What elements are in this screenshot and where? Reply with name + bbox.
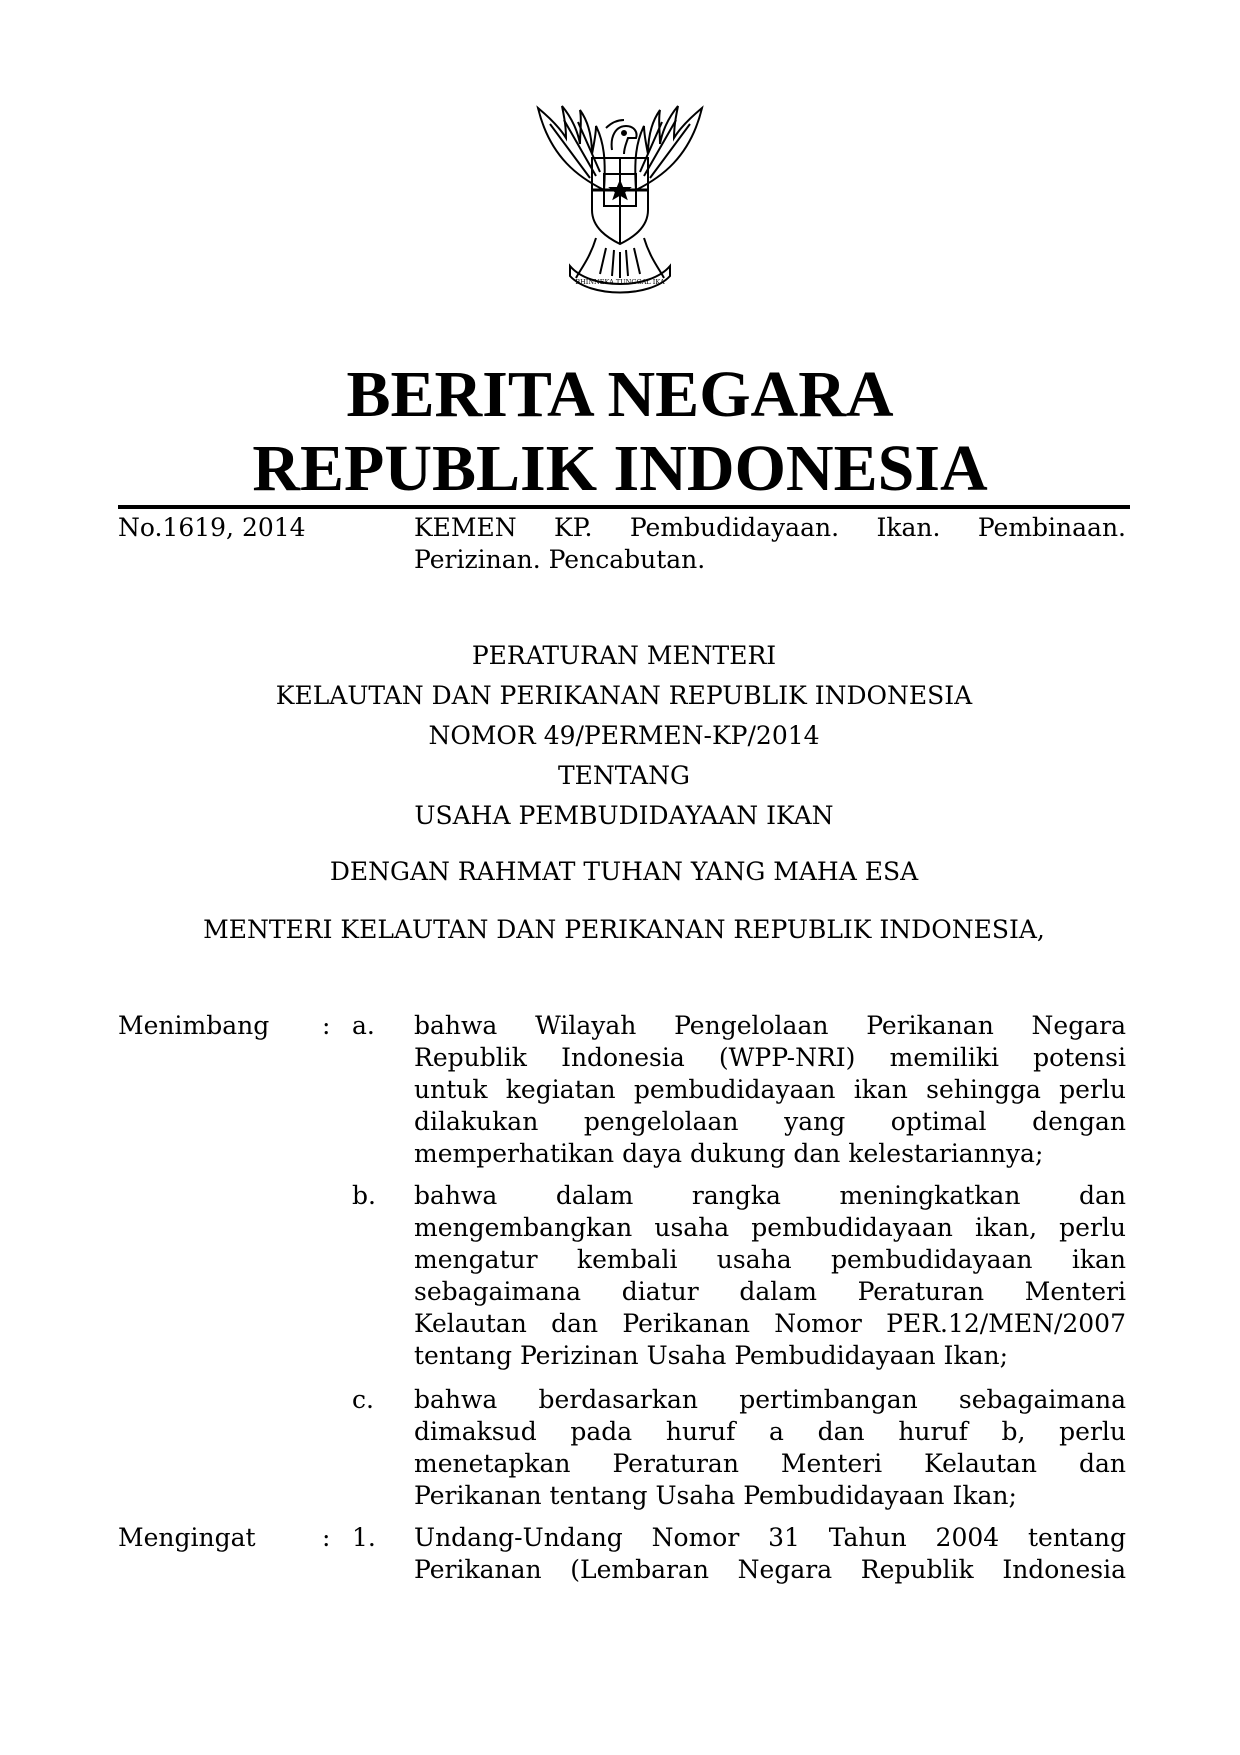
mengingat-marker: 1.	[352, 1523, 376, 1552]
masthead-title-line-2: REPUBLIK INDONESIA	[252, 432, 988, 505]
paragraph-line: memperhatikan daya dukung dan kelestariannya;	[414, 1139, 1044, 1168]
invocation: DENGAN RAHMAT TUHAN YANG MAHA ESA	[329, 857, 919, 886]
menimbang-label: Menimbang	[118, 1011, 270, 1040]
menimbang-item-a	[414, 1010, 1126, 1170]
issue-keywords-line: KEMEN KP. Pembudidayaan. Ikan. Pembinaan.	[414, 513, 1126, 542]
masthead-divider	[118, 505, 1130, 509]
issue-keywords	[414, 512, 1126, 576]
paragraph-line: menetapkan Peraturan Menteri Kelautan dan	[414, 1449, 1126, 1478]
masthead-title-line-1: BERITA NEGARA	[346, 358, 894, 431]
paragraph-line: tentang Perizinan Usaha Pembudidayaan Ikan;	[414, 1341, 1009, 1370]
menimbang-item-b	[414, 1180, 1126, 1372]
menimbang-item-c	[414, 1384, 1126, 1512]
regulation-title-line-2: KELAUTAN DAN PERIKANAN REPUBLIK INDONESIA	[275, 681, 973, 710]
menimbang-colon: :	[322, 1011, 331, 1040]
paragraph-line: dilakukan pengelolaan yang optimal dengan	[414, 1107, 1126, 1136]
regulation-number: NOMOR 49/PERMEN-KP/2014	[428, 721, 820, 750]
paragraph-line: Undang-Undang Nomor 31 Tahun 2004 tentang	[414, 1523, 1126, 1552]
paragraph-line: untuk kegiatan pembudidayaan ikan sehingga perlu	[414, 1075, 1126, 1104]
paragraph-line: bahwa Wilayah Pengelolaan Perikanan Negara	[414, 1011, 1126, 1040]
emblem-motto: BHINNEKA TUNGGAL IKA	[575, 278, 665, 286]
paragraph-line: Kelautan dan Perikanan Nomor PER.12/MEN/2007	[414, 1309, 1126, 1338]
paragraph-line: dimaksud pada huruf a dan huruf b, perlu	[414, 1417, 1126, 1446]
mengingat-item-1	[414, 1522, 1126, 1586]
garuda-emblem-icon	[520, 98, 720, 298]
mengingat-colon: :	[322, 1523, 331, 1552]
mengingat-label: Mengingat	[118, 1523, 256, 1552]
paragraph-line: Perikanan tentang Usaha Pembudidayaan Ikan;	[414, 1481, 1017, 1510]
authority-statement: MENTERI KELAUTAN DAN PERIKANAN REPUBLIK INDONESIA,	[203, 915, 1045, 944]
menimbang-marker: b.	[352, 1181, 376, 1210]
paragraph-line: bahwa dalam rangka meningkatkan dan	[414, 1181, 1126, 1210]
regulation-title-line-4: TENTANG	[557, 761, 690, 790]
issue-number: No.1619, 2014	[118, 513, 306, 542]
menimbang-marker: a.	[352, 1011, 375, 1040]
paragraph-line: bahwa berdasarkan pertimbangan sebagaimana	[414, 1385, 1126, 1414]
paragraph-line: mengatur kembali usaha pembudidayaan ikan	[414, 1245, 1126, 1274]
paragraph-line: sebagaimana diatur dalam Peraturan Menteri	[414, 1277, 1126, 1306]
paragraph-line: Perikanan (Lembaran Negara Republik Indonesia	[414, 1555, 1126, 1584]
menimbang-marker: c.	[352, 1385, 374, 1414]
paragraph-line: mengembangkan usaha pembudidayaan ikan, perlu	[414, 1213, 1126, 1242]
paragraph-line: Republik Indonesia (WPP-NRI) memiliki potensi	[414, 1043, 1126, 1072]
issue-keywords-line: Perizinan. Pencabutan.	[414, 545, 706, 574]
regulation-title-line-1: PERATURAN MENTERI	[471, 641, 777, 670]
regulation-subject: USAHA PEMBUDIDAYAAN IKAN	[414, 801, 834, 830]
